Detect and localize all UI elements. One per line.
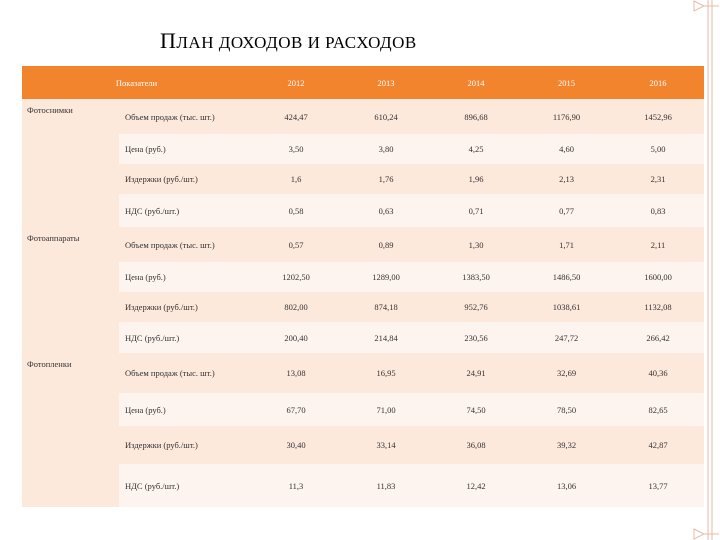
group-label: Фотоснимки	[22, 99, 119, 227]
value-cell: 266,42	[612, 322, 704, 353]
value-cell: 11,3	[251, 464, 341, 507]
value-cell: 1,96	[431, 164, 521, 194]
table-row	[22, 426, 704, 464]
value-cell: 67,70	[251, 393, 341, 426]
value-cell: 13,77	[612, 464, 704, 507]
value-cell: 1202,50	[251, 262, 341, 292]
value-cell: 230,56	[431, 322, 521, 353]
title-first-letter: П	[160, 28, 177, 53]
value-cell: 2,31	[612, 164, 704, 194]
value-cell: 0,83	[612, 194, 704, 227]
table-row	[22, 227, 704, 262]
value-cell: 4,25	[431, 134, 521, 164]
value-cell: 39,32	[521, 426, 612, 464]
value-cell: 952,76	[431, 292, 521, 322]
value-cell: 33,14	[341, 426, 431, 464]
value-cell: 36,08	[431, 426, 521, 464]
indicator-label: Цена (руб.)	[119, 393, 251, 426]
value-cell: 0,77	[521, 194, 612, 227]
value-cell: 5,00	[612, 134, 704, 164]
income-expense-table	[22, 66, 704, 507]
value-cell: 200,40	[251, 322, 341, 353]
value-cell: 802,00	[251, 292, 341, 322]
value-cell: 74,50	[431, 393, 521, 426]
value-cell: 1486,50	[521, 262, 612, 292]
value-cell: 3,50	[251, 134, 341, 164]
value-cell: 24,91	[431, 353, 521, 393]
value-cell: 2,11	[612, 227, 704, 262]
header-year: 2013	[341, 66, 431, 99]
indicator-label: Объем продаж (тыс. шт.)	[119, 227, 251, 262]
value-cell: 82,65	[612, 393, 704, 426]
title-rest: ЛАН ДОХОДОВ И РАСХОДОВ	[176, 33, 417, 52]
value-cell: 1,71	[521, 227, 612, 262]
page-title	[160, 28, 640, 54]
table-row	[22, 322, 704, 353]
table-row	[22, 464, 704, 507]
value-cell: 1452,96	[612, 99, 704, 134]
value-cell: 2,13	[521, 164, 612, 194]
value-cell: 0,63	[341, 194, 431, 227]
value-cell: 1132,08	[612, 292, 704, 322]
header-indicators: Показатели	[22, 66, 251, 99]
value-cell: 13,08	[251, 353, 341, 393]
table-row	[22, 164, 704, 194]
value-cell: 1,76	[341, 164, 431, 194]
value-cell: 3,80	[341, 134, 431, 164]
value-cell: 896,68	[431, 99, 521, 134]
table-header-row	[22, 66, 704, 99]
value-cell: 1600,00	[612, 262, 704, 292]
group-label: Фотоаппараты	[22, 227, 119, 353]
indicator-label: Объем продаж (тыс. шт.)	[119, 353, 251, 393]
header-year: 2014	[431, 66, 521, 99]
value-cell: 13,06	[521, 464, 612, 507]
indicator-label: Издержки (руб./шт.)	[119, 426, 251, 464]
value-cell: 78,50	[521, 393, 612, 426]
header-year: 2012	[251, 66, 341, 99]
value-cell: 874,18	[341, 292, 431, 322]
value-cell: 11,83	[341, 464, 431, 507]
value-cell: 30,40	[251, 426, 341, 464]
value-cell: 12,42	[431, 464, 521, 507]
indicator-label: Цена (руб.)	[119, 262, 251, 292]
indicator-label: НДС (руб./шт.)	[119, 322, 251, 353]
table-row	[22, 262, 704, 292]
table-row	[22, 353, 704, 393]
value-cell: 1176,90	[521, 99, 612, 134]
value-cell: 1383,50	[431, 262, 521, 292]
value-cell: 0,58	[251, 194, 341, 227]
value-cell: 4,60	[521, 134, 612, 164]
table-row	[22, 99, 704, 134]
value-cell: 42,87	[612, 426, 704, 464]
indicator-label: Издержки (руб./шт.)	[119, 292, 251, 322]
indicator-label: Цена (руб.)	[119, 134, 251, 164]
value-cell: 424,47	[251, 99, 341, 134]
value-cell: 0,89	[341, 227, 431, 262]
indicator-label: Объем продаж (тыс. шт.)	[119, 99, 251, 134]
value-cell: 1,6	[251, 164, 341, 194]
value-cell: 0,71	[431, 194, 521, 227]
table-row	[22, 194, 704, 227]
value-cell: 214,84	[341, 322, 431, 353]
value-cell: 0,57	[251, 227, 341, 262]
indicator-label: НДС (руб./шт.)	[119, 464, 251, 507]
value-cell: 40,36	[612, 353, 704, 393]
table-body	[22, 99, 704, 507]
indicator-label: Издержки (руб./шт.)	[119, 164, 251, 194]
value-cell: 1289,00	[341, 262, 431, 292]
value-cell: 32,69	[521, 353, 612, 393]
value-cell: 1038,61	[521, 292, 612, 322]
group-label: Фотопленки	[22, 353, 119, 507]
table-row	[22, 393, 704, 426]
header-year: 2016	[612, 66, 704, 99]
value-cell: 16,95	[341, 353, 431, 393]
value-cell: 247,72	[521, 322, 612, 353]
value-cell: 1,30	[431, 227, 521, 262]
header-year: 2015	[521, 66, 612, 99]
value-cell: 610,24	[341, 99, 431, 134]
table-row	[22, 292, 704, 322]
table-row	[22, 134, 704, 164]
value-cell: 71,00	[341, 393, 431, 426]
indicator-label: НДС (руб./шт.)	[119, 194, 251, 227]
